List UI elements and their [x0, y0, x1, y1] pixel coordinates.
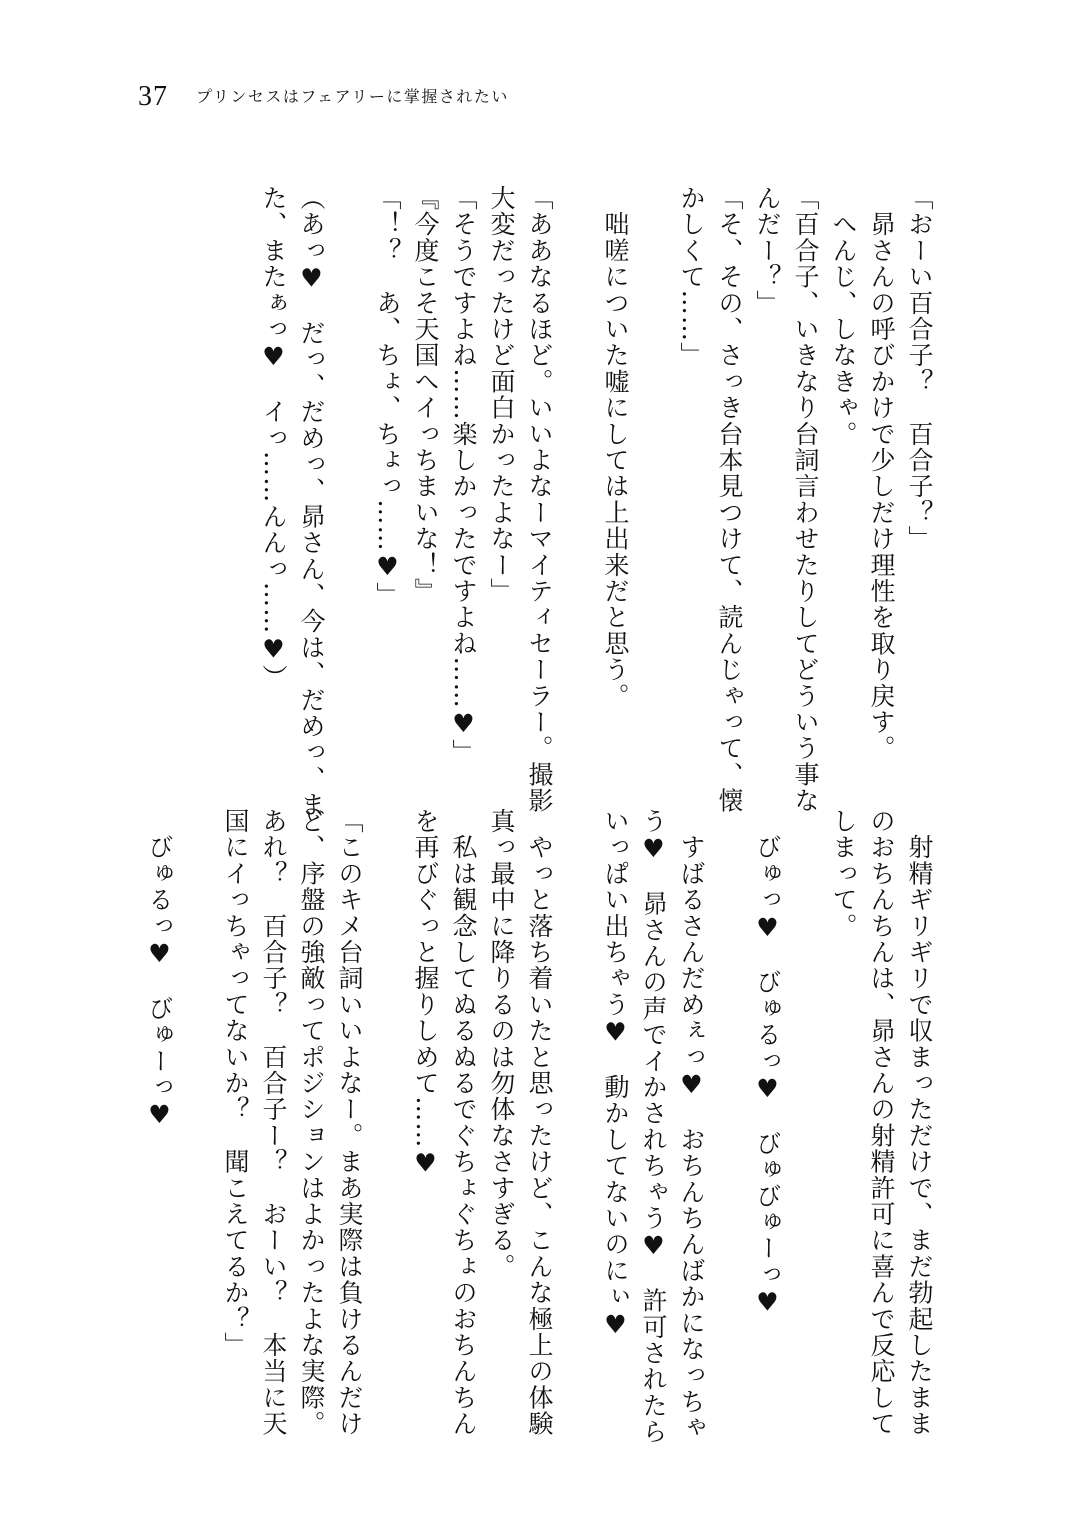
text-line: 「おーい百合子？ 百合子？」	[905, 185, 934, 552]
text-line: た、またぁっ♥ イっ……んんっ……♥）	[259, 185, 288, 691]
paragraph-gap	[558, 185, 596, 775]
running-title: プリンセスはフェアリーに掌握されたい	[196, 87, 509, 106]
text-line: （あっ♥ だっ、だめっ、昴さん、今は、だめっ、ま	[297, 185, 326, 818]
text-line: 真っ最中に降りるのは勿体なさすぎる。	[487, 808, 516, 1280]
text-line: 「そうですよね……楽しかったですよね……♥」	[449, 185, 478, 766]
text-line: んだー？」	[753, 185, 782, 316]
paragraph-gap	[178, 808, 216, 1398]
paragraph-gap	[558, 808, 596, 1398]
text-line: びゅるっ♥ びゅーっ♥	[145, 808, 174, 1131]
text-line: 大変だったけど面白かったよなー」	[487, 185, 516, 605]
text-line: 「ああなるほど。いいよなーマイティセーラー。撮影	[525, 185, 554, 814]
text-line: う♥ 昴さんの声でイかされちゃう♥ 許可されたら	[639, 808, 668, 1445]
text-line: いっぱい出ちゃう♥ 動かしてないのにぃ♥	[601, 808, 630, 1340]
paragraph-gap	[786, 808, 824, 1398]
paragraph-gap	[330, 185, 368, 775]
text-line: 射精ギリギリで収まっただけで、まだ勃起したまま	[905, 808, 934, 1437]
text-line: 昴さんの呼びかけで少しだけ理性を取り戻す。	[867, 185, 896, 762]
text-line: を再びぐっと握りしめて……♥	[411, 808, 440, 1179]
text-line: しまって。	[829, 808, 858, 939]
text-line: すばるさんだめぇっ♥ おちんちんばかになっちゃ	[677, 808, 706, 1441]
text-line: 「そ、その、さっき台本見つけて、読んじゃって、懐	[715, 185, 744, 814]
text-line: やっと落ち着いたと思ったけど、こんな極上の体験	[525, 808, 554, 1437]
text-line: 咄嗟についた嘘にしては上出来だと思う。	[601, 185, 630, 709]
lower-text-block	[138, 808, 938, 1445]
text-line: へんじ、しなきゃ。	[829, 185, 858, 447]
page-number: 37	[138, 81, 168, 112]
text-line: のおちんちんは、昴さんの射精許可に喜んで反応して	[867, 808, 896, 1437]
text-line: かしくて……」	[677, 185, 706, 369]
text-line: 国にイっちゃってないか？ 聞こえてるか？」	[221, 808, 250, 1359]
text-line: 「！？ あ、ちょ、ちょっ……♥」	[373, 185, 402, 609]
text-line: 「百合子、いきなり台詞言わせたりしてどういう事な	[791, 185, 820, 814]
paragraph-gap	[710, 808, 748, 1398]
text-line: びゅっ♥ びゅるっ♥ びゅびゅーっ♥	[753, 808, 782, 1318]
text-line: 「このキメ台詞いいよなー。まあ実際は負けるんだけ	[335, 808, 364, 1437]
upper-text-block	[138, 185, 938, 818]
paragraph-gap	[368, 808, 406, 1398]
text-line: あれ？ 百合子？ 百合子ー？ おーい？ 本当に天	[259, 808, 288, 1437]
text-line: ど、序盤の強敵ってポジションはよかったよな実際。	[297, 808, 326, 1437]
text-line: 私は観念してぬるぬるでぐちょぐちょのおちんちん	[449, 808, 478, 1437]
text-line: 『今度こそ天国へイっちまいな！』	[411, 185, 440, 605]
paragraph-gap	[634, 185, 672, 775]
